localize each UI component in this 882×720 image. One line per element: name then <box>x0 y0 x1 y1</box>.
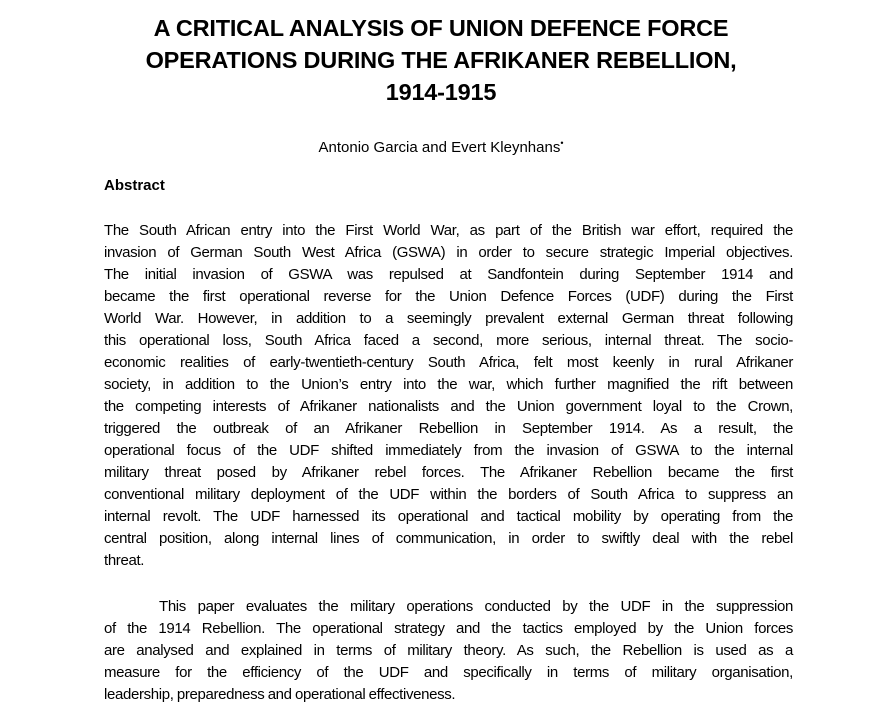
text-line: the competing interests of Afrikaner nationalists and the Union government loyal to the Crown, <box>104 398 793 415</box>
authors-names: Antonio Garcia and Evert Kleynhans <box>318 139 561 156</box>
text-line: The South African entry into the First World War, as part of the British war effort, required the <box>104 222 793 239</box>
text-line: are analysed and explained in terms of military theory. As such, the Rebellion is used as a <box>104 642 793 659</box>
author-line <box>0 133 882 158</box>
text-line: of the 1914 Rebellion. The operational strategy and the tactics employed by the Union forces <box>104 620 793 637</box>
text-line: This paper evaluates the military operations conducted by the UDF in the suppression <box>159 598 793 615</box>
text-line: operational focus of the UDF shifted immediately from the invasion of GSWA to the internal <box>104 442 793 459</box>
title-line: A CRITICAL ANALYSIS OF UNION DEFENCE FORCE <box>153 15 729 41</box>
text-line: central position, along internal lines of communication, in order to swiftly deal with the rebel <box>104 530 793 547</box>
text-line: conventional military deployment of the UDF within the borders of South Africa to suppress an <box>104 486 793 503</box>
abstract-paragraph-1 <box>104 220 793 572</box>
text-line: leadership, preparedness and operational effectiveness. <box>104 686 456 703</box>
text-line: internal revolt. The UDF harnessed its operational and tactical mobility by operating from the <box>104 508 793 525</box>
abstract-paragraph-2 <box>104 596 793 706</box>
text-line: triggered the outbreak of an Afrikaner Rebellion in September 1914. As a result, the <box>104 420 793 437</box>
text-line: The initial invasion of GSWA was repulsed at Sandfontein during September 1914 and <box>104 266 793 283</box>
author-footnote-marker[interactable]: • <box>560 138 564 148</box>
text-line: threat. <box>104 552 145 569</box>
text-line: measure for the efficiency of the UDF and specifically in terms of military organisation, <box>104 664 793 681</box>
abstract-heading: Abstract <box>104 177 165 194</box>
text-line: this operational loss, South Africa faced a second, more serious, internal threat. The socio- <box>104 332 793 349</box>
text-line: military threat posed by Afrikaner rebel forces. The Afrikaner Rebellion became the first <box>104 464 793 481</box>
title-line: OPERATIONS DURING THE AFRIKANER REBELLION, <box>145 47 737 73</box>
title-line: 1914-1915 <box>385 79 497 105</box>
text-line: society, in addition to the Union’s entry into the war, which further magnified the rift between <box>104 376 793 393</box>
text-line: became the first operational reverse for the Union Defence Forces (UDF) during the First <box>104 288 793 305</box>
text-line: economic realities of early-twentieth-century South Africa, felt most keenly in rural Afrikaner <box>104 354 793 371</box>
text-line: World War. However, in addition to a seemingly prevalent external German threat following <box>104 310 793 327</box>
text-line: invasion of German South West Africa (GSWA) in order to secure strategic Imperial objectives. <box>104 244 793 261</box>
paper-title <box>0 12 882 108</box>
